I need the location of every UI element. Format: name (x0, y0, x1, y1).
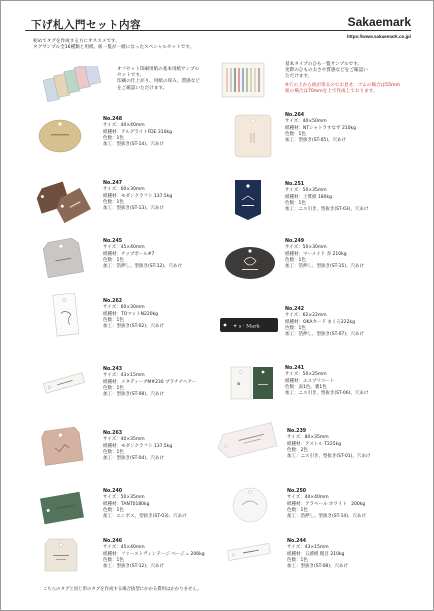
tag-number: No.248 (103, 117, 123, 122)
tag-colors: 色数：1色 (285, 131, 306, 137)
string-sample-description (285, 62, 400, 95)
tag-colors: 色数：表1色、裏1色 (285, 384, 327, 390)
tag-paper: 紙種材：マーメイド 赤 210kg (285, 251, 347, 257)
tag-number: No.240 (103, 489, 123, 494)
tag-image-262 (49, 291, 83, 345)
paper-sample-line: オフセット印刷用紙の基本用紙サンプル (117, 67, 200, 72)
tag-process: 加工：型抜き(ST-13)、穴あけ (103, 206, 165, 212)
tag-process: 加工：箔押し、型抜き(ST-15)、穴あけ (285, 264, 365, 270)
tag-number: No.262 (103, 299, 123, 304)
tag-process: 加工：ニス引き、型抜き(ST-03)、穴あけ (285, 207, 369, 213)
tag-size: サイズ：50×35mm (103, 495, 145, 501)
tag-info-249 (285, 239, 364, 270)
tag-process: 加工：型抜き(ST-04)、穴あけ (103, 456, 165, 462)
tag-paper: 紙種材：モダンクラフト 137.5kg (103, 193, 173, 199)
tag-number: No.244 (287, 539, 307, 544)
svg-text:✦ ꜱ · Mark: ✦ ꜱ · Mark (233, 323, 260, 330)
tag-number: No.241 (285, 366, 305, 371)
tag-number: No.242 (285, 307, 305, 312)
tag-size: サイズ：45×40mm (103, 545, 145, 551)
tag-colors: 色数：1色 (103, 317, 124, 323)
tag-info-263 (103, 431, 172, 462)
tag-process: 加工：箔押し、型抜き(ST-07)、穴あけ (285, 332, 365, 338)
tag-colors: 色数：1色 (103, 199, 124, 205)
tag-size: サイズ：43×15mm (103, 373, 145, 379)
tag-image-240 (37, 489, 87, 531)
tag-colors: 色数：1色 (285, 257, 306, 263)
paper-sample-line: セットです。 (117, 73, 145, 79)
tag-process: 加工：箔押し、型抜き(ST-14)、穴あけ (287, 514, 367, 520)
tag-size: サイズ：60×30mm (103, 187, 145, 193)
tag-size: サイズ：50×25mm (285, 372, 327, 378)
tag-info-243 (103, 367, 196, 398)
tag-colors: 色数：1色 (285, 325, 306, 331)
tag-paper: 紙種材：チップボール#7 (103, 251, 155, 257)
tag-info-245 (103, 239, 182, 270)
tag-process: 加工：ニス引き、型抜き(ST-01)、穴あけ (287, 454, 371, 460)
tag-image-247 (35, 179, 91, 231)
tag-process: 加工：ニス引き、型抜き(ST-06)、穴あけ (285, 391, 369, 397)
tag-info-264 (285, 113, 356, 144)
tag-image-264 (233, 113, 273, 163)
intro-line: 初めてタグを作成する方にオススメです。 (33, 39, 120, 44)
tag-paper: 紙種材：OKAカード まくろ222kg (285, 319, 355, 325)
tag-paper: 紙種材：TOマットN220kg (103, 311, 159, 317)
tag-paper: 紙種材：上質紙 180kg (285, 194, 332, 200)
tag-paper: 紙種材：メタディーブM#230 プラチナヘアー (103, 379, 197, 385)
paper-sample-line: 印刷の仕上がり、用紙の厚み、質感など (117, 79, 200, 85)
string-sample-note: 紐の場合は70mmを上で作成しております。 (285, 88, 378, 94)
string-sample-line: 実際のひもの太さや質感などをご確認い (285, 68, 368, 74)
tag-info-248 (103, 117, 172, 148)
tag-image-242 (219, 317, 279, 337)
tag-info-246 (103, 539, 205, 570)
tag-image-249 (223, 245, 277, 285)
tag-paper: 紙種材：モダンクラフト 137.5kg (103, 443, 173, 449)
tag-image-251 (231, 178, 265, 226)
tag-colors: 色数：1色 (103, 135, 124, 141)
string-sample-note: ※穴の上から紐が余るのでお見せ、ゴムの場合は55mm (285, 82, 400, 88)
tag-paper: 紙種材：エスプリコート (285, 378, 335, 384)
tag-paper: 紙種材：TANT0180kg (103, 501, 150, 507)
tag-colors: 色数：1色 (103, 557, 124, 563)
string-sample-line: ただけます。 (285, 74, 313, 80)
string-sample-line: 基本タイプのひも一覧サンプルです。 (285, 62, 363, 67)
tag-process: 加工：エンボス、型抜き(ST-03)、穴あけ (103, 514, 187, 520)
tag-size: サイズ：40×40mm (103, 123, 145, 129)
tag-colors: 色数：2色 (287, 447, 308, 453)
tag-colors: 色数：1色 (103, 507, 124, 513)
tag-paper: 紙種材：アストル T225kg (287, 441, 342, 447)
tag-number: No.245 (103, 239, 123, 244)
tag-image-243 (41, 371, 87, 399)
tag-process: 加工：型抜き(ST-14)、穴あけ (103, 142, 165, 148)
tag-size: サイズ：45×40mm (103, 245, 145, 251)
tag-image-244 (225, 541, 273, 567)
footer-note: こちらのタグと同じ形のタグを作成する場合抜型にかかる費用はかかりません。 (43, 587, 202, 592)
tag-size: サイズ：40×50mm (285, 119, 327, 125)
tag-colors: 色数：1色 (103, 385, 124, 391)
tag-number: No.263 (103, 431, 123, 436)
tag-number: No.249 (285, 239, 305, 244)
tag-image-239 (215, 421, 279, 465)
tag-paper: 紙種材：NTシャトラすなず 210kg (285, 125, 357, 131)
tag-number: No.246 (103, 539, 123, 544)
tag-number: No.264 (285, 113, 305, 118)
tag-colors: 色数：1色 (287, 557, 308, 563)
tag-size: サイズ：60×30mm (103, 305, 145, 311)
paper-sample-description (117, 67, 200, 92)
paper-sample-image (41, 66, 107, 106)
tag-process: 加工：型抜き(ST-08)、穴あけ (103, 392, 165, 398)
tag-process: 加工：型抜き(ST-02)、穴あけ (103, 324, 165, 330)
brand-url[interactable]: https://www.sakaemark.co.jp/ (346, 34, 411, 39)
tag-size: サイズ：50×30mm (285, 245, 327, 251)
page-title: 下げ札入門セット内容 (31, 19, 141, 31)
tag-info-251 (285, 182, 368, 213)
tag-image-248 (37, 118, 83, 158)
tag-paper: 紙種材：ファーストヴィンテージ ベージュ 206kg (103, 551, 205, 557)
tag-process: 加工：型抜き(ST-12)、穴あけ (103, 564, 165, 570)
tag-size: サイズ：80×35mm (287, 435, 329, 441)
tag-process: 加工：型抜き(ST-08)、穴あけ (287, 564, 349, 570)
tag-process: 加工：箔押し、型抜き(ST-12)、穴あけ (103, 264, 183, 270)
tag-size: サイズ：50×35mm (285, 188, 327, 194)
tag-colors: 色数：1色 (103, 257, 124, 263)
tag-number: No.239 (287, 429, 307, 434)
tag-number: No.251 (285, 182, 305, 187)
tag-info-250 (287, 489, 366, 520)
tag-process: 加工：型抜き(ST-05)、穴あけ (285, 138, 347, 144)
svg-text:✿: ✿ (237, 381, 241, 386)
paper-sample-line: をご確認いただけます。 (117, 85, 168, 91)
tag-info-262 (103, 299, 164, 330)
tag-colors: 色数：1色 (287, 507, 308, 513)
intro-line: タグサンプル全16種類と用紙、紐一覧が一緒になったスペシャルセットです。 (33, 45, 195, 51)
tag-paper: 紙種材：五感紙 粗目 210kg (287, 551, 345, 557)
tag-size: サイズ：40×40mm (287, 495, 329, 501)
tag-info-244 (287, 539, 348, 570)
tag-image-245 (41, 237, 85, 283)
tag-size: サイズ：62×22mm (285, 313, 327, 319)
tag-info-241 (285, 366, 368, 397)
tag-colors: 色数：1色 (285, 200, 306, 206)
tag-image-241 (227, 363, 277, 407)
tag-size: サイズ：43×15mm (287, 545, 329, 551)
tag-image-250 (229, 485, 271, 529)
tag-paper: 紙種材：アルグライトFDE 310kg (103, 129, 172, 135)
tag-info-242 (285, 307, 364, 338)
intro-text (33, 39, 194, 51)
tag-number: No.243 (103, 367, 123, 372)
tag-info-240 (103, 489, 187, 520)
tag-info-239 (287, 429, 370, 460)
brand-logo: Sakaemark (347, 15, 411, 29)
string-sample-image (219, 61, 267, 101)
tag-colors: 色数：1色 (103, 449, 124, 455)
tag-image-263 (39, 425, 85, 473)
tag-number: No.250 (287, 489, 307, 494)
header-divider (25, 30, 411, 31)
tag-paper: 紙種材：アラベール ホワイト 200kg (287, 501, 366, 507)
tag-info-247 (103, 181, 172, 212)
tag-image-246 (41, 535, 81, 579)
tag-number: No.247 (103, 181, 123, 186)
tag-size: サイズ：40×35mm (103, 437, 145, 443)
